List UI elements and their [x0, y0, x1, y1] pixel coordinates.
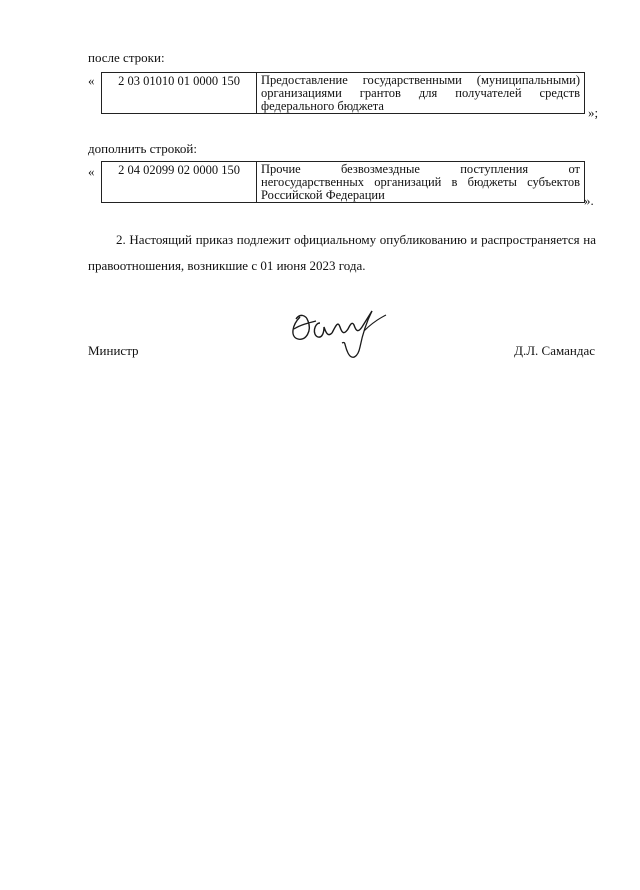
- table-row: [102, 73, 585, 114]
- signature-position: Министр: [88, 343, 139, 358]
- after-line-label: после строки:: [88, 50, 165, 65]
- paragraph-2-text: [88, 227, 596, 253]
- paragraph-2-line-1: 2. Настоящий приказ подлежит официальному опубликованию и распространяется на: [116, 232, 596, 247]
- signature-image: [286, 303, 390, 365]
- table-row: [102, 162, 585, 203]
- signature-name: Д.Л. Самандас: [514, 343, 595, 358]
- row2-desc-line-3: Российской Федерации: [261, 188, 385, 202]
- row2-description: [257, 162, 585, 203]
- row2-open-quote: «: [88, 164, 95, 179]
- row2-close-quote: ».: [584, 193, 594, 208]
- row1-code: 2 03 01010 01 0000 150: [102, 73, 257, 114]
- row1-description: [257, 73, 585, 114]
- row1-desc-line-2: организациями грантов для получателей средств: [261, 86, 580, 100]
- paragraph-2-line-2: правоотношения, возникшие с 01 июня 2023 года.: [88, 258, 366, 273]
- row1-table: [101, 72, 585, 114]
- row2-table: [101, 161, 585, 203]
- row1-open-quote: «: [88, 73, 95, 88]
- row2-desc-line-1: Прочие безвозмездные поступления от: [261, 162, 580, 176]
- row2-code: 2 04 02099 02 0000 150: [102, 162, 257, 203]
- row1-desc-line-1: Предоставление государственными (муниципальными): [261, 73, 580, 87]
- row1-close-quote: »;: [588, 105, 599, 120]
- row1-desc-line-3: федерального бюджета: [261, 99, 384, 113]
- row2-desc-line-2: негосударственных организаций в бюджеты субъектов: [261, 175, 580, 189]
- add-line-label: дополнить строкой:: [88, 141, 197, 156]
- paragraph-2: [88, 227, 596, 279]
